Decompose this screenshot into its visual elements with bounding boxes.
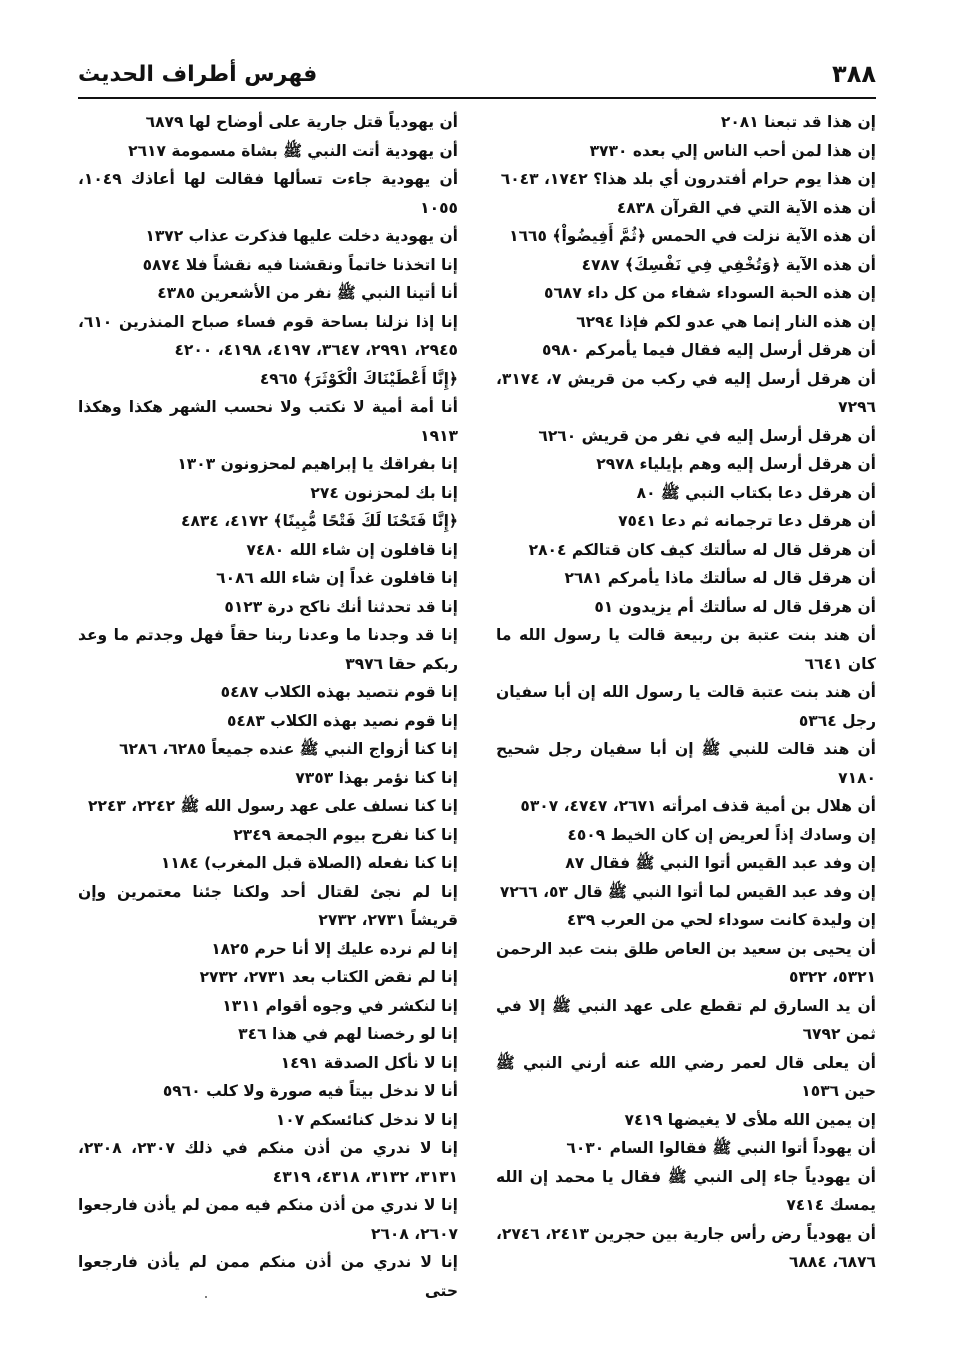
index-entry xyxy=(496,137,876,166)
entry-references: ٢٧٣١، ٢٧٣٢ xyxy=(199,968,287,986)
entry-text: إنا قافلون إن شاء الله xyxy=(289,540,458,559)
index-entry xyxy=(496,336,876,365)
index-entry xyxy=(78,878,458,935)
entry-references: ٥٩٨٠ xyxy=(541,341,580,359)
entry-references: ٦٢٦٠ xyxy=(538,426,577,445)
page-number: ٣٨٨ xyxy=(832,60,876,88)
index-entry xyxy=(496,906,876,935)
entry-text: أن يهودياً قتل جارية على أوضاح لها xyxy=(188,113,458,131)
index-entry xyxy=(78,1077,458,1106)
entry-text: إنا قوم نصيد بهذه الكلاب xyxy=(270,711,458,730)
entry-references: ١٦٦٥ xyxy=(509,227,547,245)
index-entry xyxy=(496,992,876,1049)
entry-text: إن هذا لمن أحب الناس إلي بعده xyxy=(632,141,876,160)
entry-references: ٥٨٧٤ xyxy=(142,255,181,274)
index-entry xyxy=(496,222,876,251)
index-entry xyxy=(78,849,458,878)
entry-text: إنا قوم نتصيد بهذه الكلاب xyxy=(263,683,458,701)
entry-references: ٤٣٨٥ xyxy=(157,284,196,302)
index-entry xyxy=(496,251,876,280)
index-entry xyxy=(78,1106,458,1135)
entry-references: ٢٧٤ xyxy=(310,483,339,502)
entry-references: ٢٣٠٧، ٢٣٠٨، ٣١٣١، ٣١٣٢، ٤٣١٨، ٤٣١٩ xyxy=(78,1139,458,1186)
entry-text: ﴿إِنَّا فَتَحْنَا لَكَ فَتْحًا مُّبِينًا﴾ xyxy=(273,512,458,530)
index-entry xyxy=(496,735,876,792)
index-entry xyxy=(496,479,876,508)
entry-references: ٦٨٧٩ xyxy=(145,113,184,131)
index-entry xyxy=(496,564,876,593)
index-entry xyxy=(78,992,458,1021)
entry-text: إنا كنا نسلف على عهد رسول الله ﷺ xyxy=(180,797,458,815)
entry-references: ١٠٧ xyxy=(275,1110,305,1129)
index-entry xyxy=(496,593,876,622)
entry-references: ١١٨٤ xyxy=(160,854,199,872)
index-entry xyxy=(496,1049,876,1106)
entry-references: ٣٤٦ xyxy=(238,1025,267,1043)
entry-references: ٥٣٦٤ xyxy=(798,711,837,730)
entry-text: أن هرقل أرسل إليه في ركب من قريش xyxy=(567,369,876,388)
print-speck xyxy=(205,1296,207,1298)
entry-text: إنا لنكشر في وجوه أقوام xyxy=(265,996,458,1015)
entry-text: إنا لا ندخل كنائسكم xyxy=(309,1110,458,1129)
entry-text: أن يد السارق لم تقطع على عهد النبي ﷺ إلا في ثمن xyxy=(496,996,876,1043)
entry-references: ٦٧٩٢ xyxy=(802,1025,841,1043)
index-entry xyxy=(78,450,458,479)
index-entry xyxy=(78,764,458,793)
index-entry xyxy=(496,935,876,992)
entry-text: إنا اتخذنا خاتماً ونقشنا فيه نقشاً فلا xyxy=(185,255,458,274)
entry-references: ٢٦٧١، ٤٧٤٧، ٥٣٠٧ xyxy=(520,797,657,815)
index-entry xyxy=(78,1134,458,1191)
entry-text: أن هند بنت عتبة بن ربيعة قالت يا رسول الله ما كان xyxy=(496,626,876,673)
entry-references: ١٧٤٢، ٦٠٤٣ xyxy=(500,170,588,188)
entry-text: أن هرقل قال له سألتك كيف كان قتالكم xyxy=(571,540,876,559)
index-entry xyxy=(496,878,876,907)
entry-references: ١٠٤٩، ١٠٥٥ xyxy=(78,170,458,217)
entry-text: إنا لم نجئ لقتال أحد ولكنا جئنا معتمرين وإن قريشاً xyxy=(78,882,458,929)
entry-references: ٢٧٣١، ٢٧٣٢ xyxy=(318,911,406,929)
index-entry xyxy=(496,507,876,536)
index-entry xyxy=(78,707,458,736)
index-entry xyxy=(78,393,458,450)
entry-text: إنا قد تحدثنا أنك ناكح درة xyxy=(267,597,458,616)
entry-text: إنا كنا نفرح بيوم الجمعة xyxy=(276,825,458,844)
entry-references: ٦٠٨٦ xyxy=(216,569,255,587)
index-entry xyxy=(496,849,876,878)
entry-references: ١٣٠٣ xyxy=(177,455,216,473)
entry-text: أن يهودياً رض رأس جارية بين حجرين xyxy=(594,1224,876,1243)
entry-references: ١٨٢٥ xyxy=(211,939,250,958)
entry-references: ٧٣٥٣ xyxy=(295,768,334,787)
entry-references: ٢٦١٧ xyxy=(128,141,166,160)
entry-text: أن هرقل أرسل إليه وهم بإيلياء xyxy=(639,455,876,473)
entry-references: ٣٩٧٦ xyxy=(345,654,384,673)
index-entry xyxy=(78,308,458,365)
entry-text: إنا لا نأكل الصدقة xyxy=(323,1053,458,1072)
entry-references: ٧٤١٤ xyxy=(786,1196,825,1214)
entry-references: ٥١٢٣ xyxy=(224,597,263,616)
entry-references: ٤٧٨٧ xyxy=(581,255,620,274)
index-entry xyxy=(496,194,876,223)
entry-text: أنا أتينا النبي ﷺ نفر من الأشعرين xyxy=(200,284,458,302)
index-entry xyxy=(78,108,458,137)
index-entry xyxy=(78,593,458,622)
entry-references: ٨٧ xyxy=(565,854,585,872)
entry-text: إن هذا يوم حرام أفتدرون أي بلد هذا؟ xyxy=(593,170,876,188)
index-entry xyxy=(496,365,876,422)
entry-text: إنا إذا نزلنا بساحة قوم فساء صباح المنذرين xyxy=(119,312,458,331)
index-entry xyxy=(496,792,876,821)
index-entry xyxy=(496,422,876,451)
entry-text: إنا لم نرده عليك إلا أنا حرم xyxy=(254,939,458,958)
entry-text: ﴿إِنَّا أَعْطَيْنَاكَ الْكَوْثَرَ﴾ xyxy=(303,369,458,388)
entry-references: ٤٨٣٨ xyxy=(616,198,655,217)
index-entry xyxy=(496,450,876,479)
index-entry xyxy=(496,1220,876,1277)
entry-references: ٤٣٩ xyxy=(566,911,596,929)
entry-text: إنا لا ندري من أذن منكم ممن لم يأذن فارجعوا حتى xyxy=(78,1253,458,1300)
entry-references: ٧٥٤١ xyxy=(618,512,656,530)
header-rule xyxy=(78,97,876,99)
index-entry xyxy=(78,1020,458,1049)
entry-references: ٥٩٦٠ xyxy=(162,1082,201,1100)
index-columns xyxy=(78,108,876,1348)
entry-references: ٦٠٣٠ xyxy=(566,1139,605,1157)
entry-text: إنا لو رخصنا لهم في هذا xyxy=(271,1025,458,1043)
entry-references: ٢٦٨١ xyxy=(564,569,603,587)
entry-references: ٢٤١٣، ٢٧٤٦، ٦٨٧٦، ٦٨٨٤ xyxy=(496,1224,876,1271)
entry-text: أن هذه الآية ﴿وَتُخْفِي فِي نَفْسِكَ﴾ xyxy=(624,255,876,274)
index-entry xyxy=(496,1106,876,1135)
index-entry xyxy=(78,222,458,251)
entry-references: ١٩١٣ xyxy=(420,426,458,445)
entry-text: إنا قافلون غداً إن شاء الله xyxy=(259,569,458,587)
entry-text: إنا كنا أزواج النبي ﷺ عنده جميعاً xyxy=(211,740,458,758)
entry-text: إن وسادك إذاً لعريض إن كان الخيط xyxy=(610,825,876,844)
index-entry xyxy=(496,279,876,308)
entry-text: أن يعلى قال لعمر رضي الله عنه أرني النبي ﷺ حين xyxy=(496,1053,876,1100)
entry-text: إنا كنا نؤمر بهذا xyxy=(338,768,458,787)
entry-references: ٦٢٩٤ xyxy=(576,312,615,331)
index-entry xyxy=(78,165,458,222)
entry-references: ٥٣٢١، ٥٣٢٢ xyxy=(789,968,876,986)
index-entry xyxy=(496,1163,876,1220)
index-entry xyxy=(78,1248,458,1305)
entry-references: ٥٤٨٧ xyxy=(220,683,259,701)
index-entry xyxy=(78,137,458,166)
page-header xyxy=(78,52,876,96)
running-title: فهرس أطراف الحديث xyxy=(78,61,318,87)
index-entry xyxy=(78,507,458,536)
entry-references: ٢٨٠٤ xyxy=(528,540,567,559)
entry-text: إن هذه الحبة السوداء شفاء من كل داء xyxy=(587,284,876,302)
index-entry xyxy=(78,621,458,678)
entry-references: ٢٠٨١ xyxy=(720,113,759,131)
entry-text: أن يهوداً أتوا النبي ﷺ فقالوا السام xyxy=(609,1139,876,1157)
entry-text: إن وفد عبد القيس لما أتوا النبي ﷺ قال xyxy=(573,882,876,901)
index-entry xyxy=(78,821,458,850)
entry-references: ٦١٠، ٢٩٤٥، ٢٩٩١، ٣٦٤٧، ٤١٩٧، ٤١٩٨، ٤٢٠٠ xyxy=(78,312,458,359)
index-entry xyxy=(78,365,458,394)
index-entry xyxy=(496,621,876,678)
entry-references: ١٣١١ xyxy=(222,996,261,1015)
entry-references: ٥٣، ٧٢٦٦ xyxy=(499,882,568,901)
entry-text: إنا قد وجدنا ما وعدنا ربنا حقاً فهل وجدتم ما وعد ربكم حقا xyxy=(78,626,458,673)
entry-references: ١٣٧٢ xyxy=(145,227,184,245)
index-entry xyxy=(78,251,458,280)
entry-references: ٨٠ xyxy=(636,483,656,502)
index-entry xyxy=(78,279,458,308)
index-entry xyxy=(496,536,876,565)
entry-text: أن يحيى بن سعيد بن العاص طلق بنت عبد الرحمن xyxy=(496,939,876,958)
entry-text: إنا لم نقض الكتاب بعد xyxy=(291,968,458,986)
entry-text: إنا لا ندري من أذن منكم في ذلك xyxy=(184,1139,458,1157)
entry-text: أن هرقل أرسل إليه فقال فيما يأمركم xyxy=(585,341,876,359)
right-column xyxy=(496,108,876,1348)
index-entry xyxy=(78,935,458,964)
entry-text: أن يهودية أتت النبي ﷺ بشاة مسمومة xyxy=(171,141,458,160)
entry-text: أن هند بنت عتبة قالت يا رسول الله إن أبا سفيان رجل xyxy=(496,683,876,730)
index-entry xyxy=(496,165,876,194)
entry-text: أن يهودية جاءت تسألها فقالت لها أعاذك xyxy=(130,170,459,188)
entry-text: أنا لا ندخل بيتاً فيه صورة ولا كلب xyxy=(206,1082,458,1100)
entry-references: ٢٦٠٧، ٢٦٠٨ xyxy=(371,1224,458,1243)
entry-references: ٢٢٤٢، ٢٢٤٣ xyxy=(88,797,176,815)
entry-text: أن هرقل دعا ترجمانه ثم دعا xyxy=(661,512,876,530)
index-entry xyxy=(78,678,458,707)
entry-text: إن وليدة كانت سوداء لحي من العرب xyxy=(600,911,876,929)
entry-text: إنا بك لمحزنون xyxy=(344,483,458,502)
entry-text: أن يهودية دخلت عليها فذكرت عذاب xyxy=(188,227,458,245)
entry-references: ٦٦٤١ xyxy=(804,654,843,673)
entry-references: ٥١ xyxy=(594,597,614,616)
entry-references: ٤١٧٢، ٤٨٣٤ xyxy=(180,512,268,530)
entry-references: ٧، ٣١٧٤، ٧٢٩٦ xyxy=(496,369,876,416)
index-entry xyxy=(78,1049,458,1078)
entry-text: إن يمين الله ملأى لا يغيضها xyxy=(667,1110,876,1129)
index-entry xyxy=(496,821,876,850)
entry-references: ٧١٨٠ xyxy=(838,768,876,787)
index-entry xyxy=(78,735,458,764)
entry-text: أن هرقل دعا بكتاب النبي ﷺ xyxy=(660,483,876,502)
index-entry xyxy=(496,108,876,137)
index-entry xyxy=(78,792,458,821)
entry-text: إنا لا ندري من أذن منكم فيه ممن لم يأذن فارجعوا xyxy=(78,1196,458,1214)
entry-references: ٥٦٨٧ xyxy=(544,284,582,302)
entry-text: إنا بفراقك يا إبراهيم لمحزونون xyxy=(220,455,458,473)
entry-references: ٤٥٠٩ xyxy=(567,825,606,844)
entry-references: ٥٤٨٣ xyxy=(226,711,265,730)
index-entry xyxy=(78,1191,458,1248)
index-entry xyxy=(496,308,876,337)
entry-text: أن هرقل أرسل إليه في نفر من قريش xyxy=(581,426,876,445)
entry-references: ٧٤٨٠ xyxy=(246,540,285,559)
entry-text: أن هذه الآية نزلت في الحمس ﴿ثُمَّ أَفِيضُواْ﴾ xyxy=(552,227,876,245)
entry-text: أن هرقل قال له سألتك ماذا يأمركم xyxy=(607,569,876,587)
left-column xyxy=(78,108,458,1348)
entry-text: أن هذه الآية التي في القرآن xyxy=(660,198,876,217)
entry-references: ١٥٣٦ xyxy=(801,1082,840,1100)
entry-text: أن هرقل قال له سألتك أم يزيدون xyxy=(618,597,876,616)
entry-references: ٧٤١٩ xyxy=(624,1110,663,1129)
entry-references: ٤٩٦٥ xyxy=(259,369,298,388)
index-entry xyxy=(78,479,458,508)
index-entry xyxy=(78,536,458,565)
entry-references: ١٤٩١ xyxy=(280,1053,319,1072)
index-entry xyxy=(78,564,458,593)
index-entry xyxy=(496,678,876,735)
index-entry xyxy=(496,1134,876,1163)
entry-text: أن هند قالت للنبي ﷺ إن أبا سفيان رجل شحيح xyxy=(496,740,876,758)
entry-references: ٢٩٧٨ xyxy=(596,455,635,473)
entry-text: إن هذا قد تبعنا xyxy=(764,113,876,131)
index-entry xyxy=(78,963,458,992)
entry-text: إنا كنا نفعله (الصلاة قبل المغرب) xyxy=(204,854,458,872)
entry-text: أن يهودياً جاء إلى النبي ﷺ فقال يا محمد إن الله يمسك xyxy=(496,1167,876,1214)
entry-references: ٢٣٤٩ xyxy=(233,825,272,844)
entry-references: ٦٢٨٥، ٦٢٨٦ xyxy=(119,740,207,758)
entry-text: أنا أمة أمية لا نكتب ولا نحسب الشهر هكذا وهكذا xyxy=(78,398,458,416)
entry-text: أن هلال بن أمية قذف امرأته xyxy=(661,797,876,815)
entry-text: إن هذه النار إنما هي عدو لكم فإذا xyxy=(619,312,876,331)
entry-text: إن وفد عبد القيس أتوا النبي ﷺ فقال xyxy=(589,854,876,872)
entry-references: ٣٧٣٠ xyxy=(589,141,628,160)
